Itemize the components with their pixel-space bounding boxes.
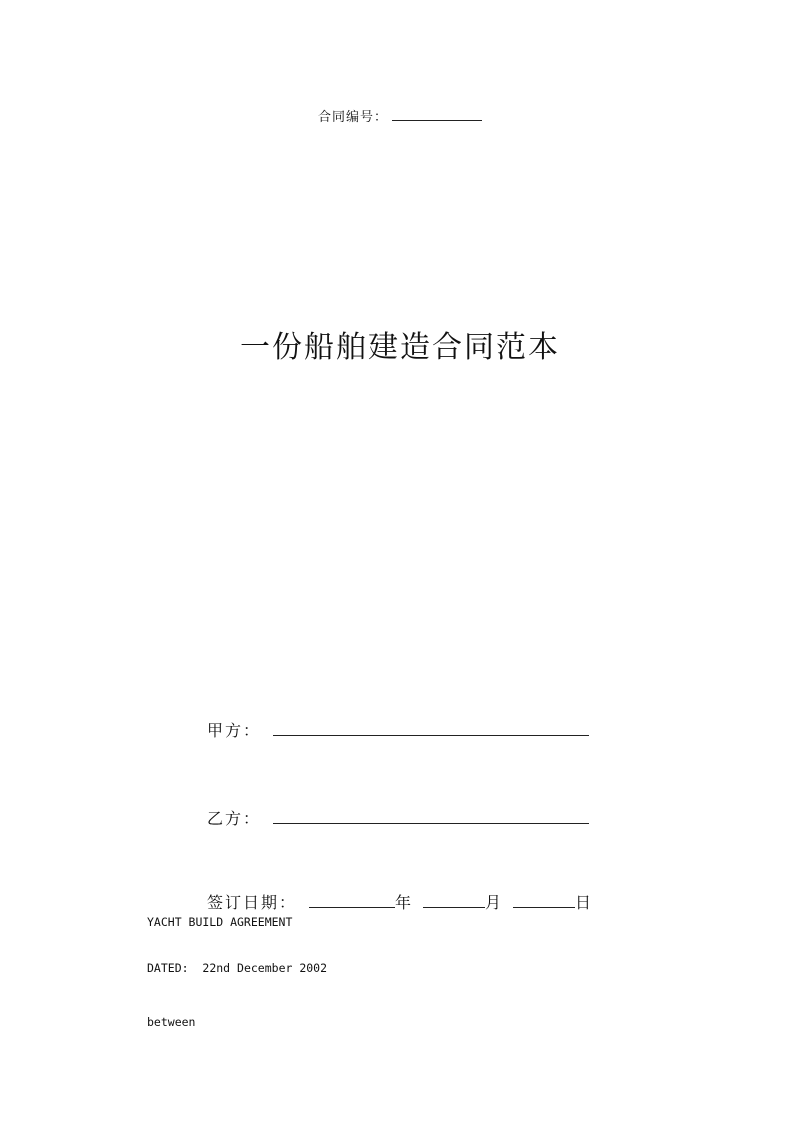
party-a-field bbox=[207, 718, 589, 741]
contract-number-field bbox=[0, 106, 800, 125]
party-a-blank bbox=[273, 721, 589, 736]
signing-date-label: 签订日期： bbox=[207, 893, 298, 912]
party-b-field bbox=[207, 806, 589, 829]
year-blank bbox=[309, 893, 395, 908]
document-title: 一份船舶建造合同范本 bbox=[240, 330, 560, 365]
party-a-label: 甲方： bbox=[207, 721, 262, 740]
day-blank bbox=[513, 893, 575, 908]
month-label: 月 bbox=[485, 893, 504, 912]
contract-number-blank bbox=[392, 108, 482, 121]
year-label: 年 bbox=[395, 893, 414, 912]
english-title: YACHT BUILD AGREEMENT bbox=[147, 915, 293, 929]
day-label: 日 bbox=[575, 893, 594, 912]
party-b-blank bbox=[273, 809, 589, 824]
dated-label: DATED: bbox=[147, 961, 189, 975]
contract-number-label: 合同编号： bbox=[317, 110, 388, 125]
dated-line bbox=[147, 961, 327, 975]
party-b-label: 乙方： bbox=[207, 809, 262, 828]
month-blank bbox=[423, 893, 485, 908]
signing-date-field bbox=[207, 890, 593, 913]
dated-value: 22nd December 2002 bbox=[202, 961, 328, 975]
between-text: between bbox=[147, 1015, 196, 1029]
